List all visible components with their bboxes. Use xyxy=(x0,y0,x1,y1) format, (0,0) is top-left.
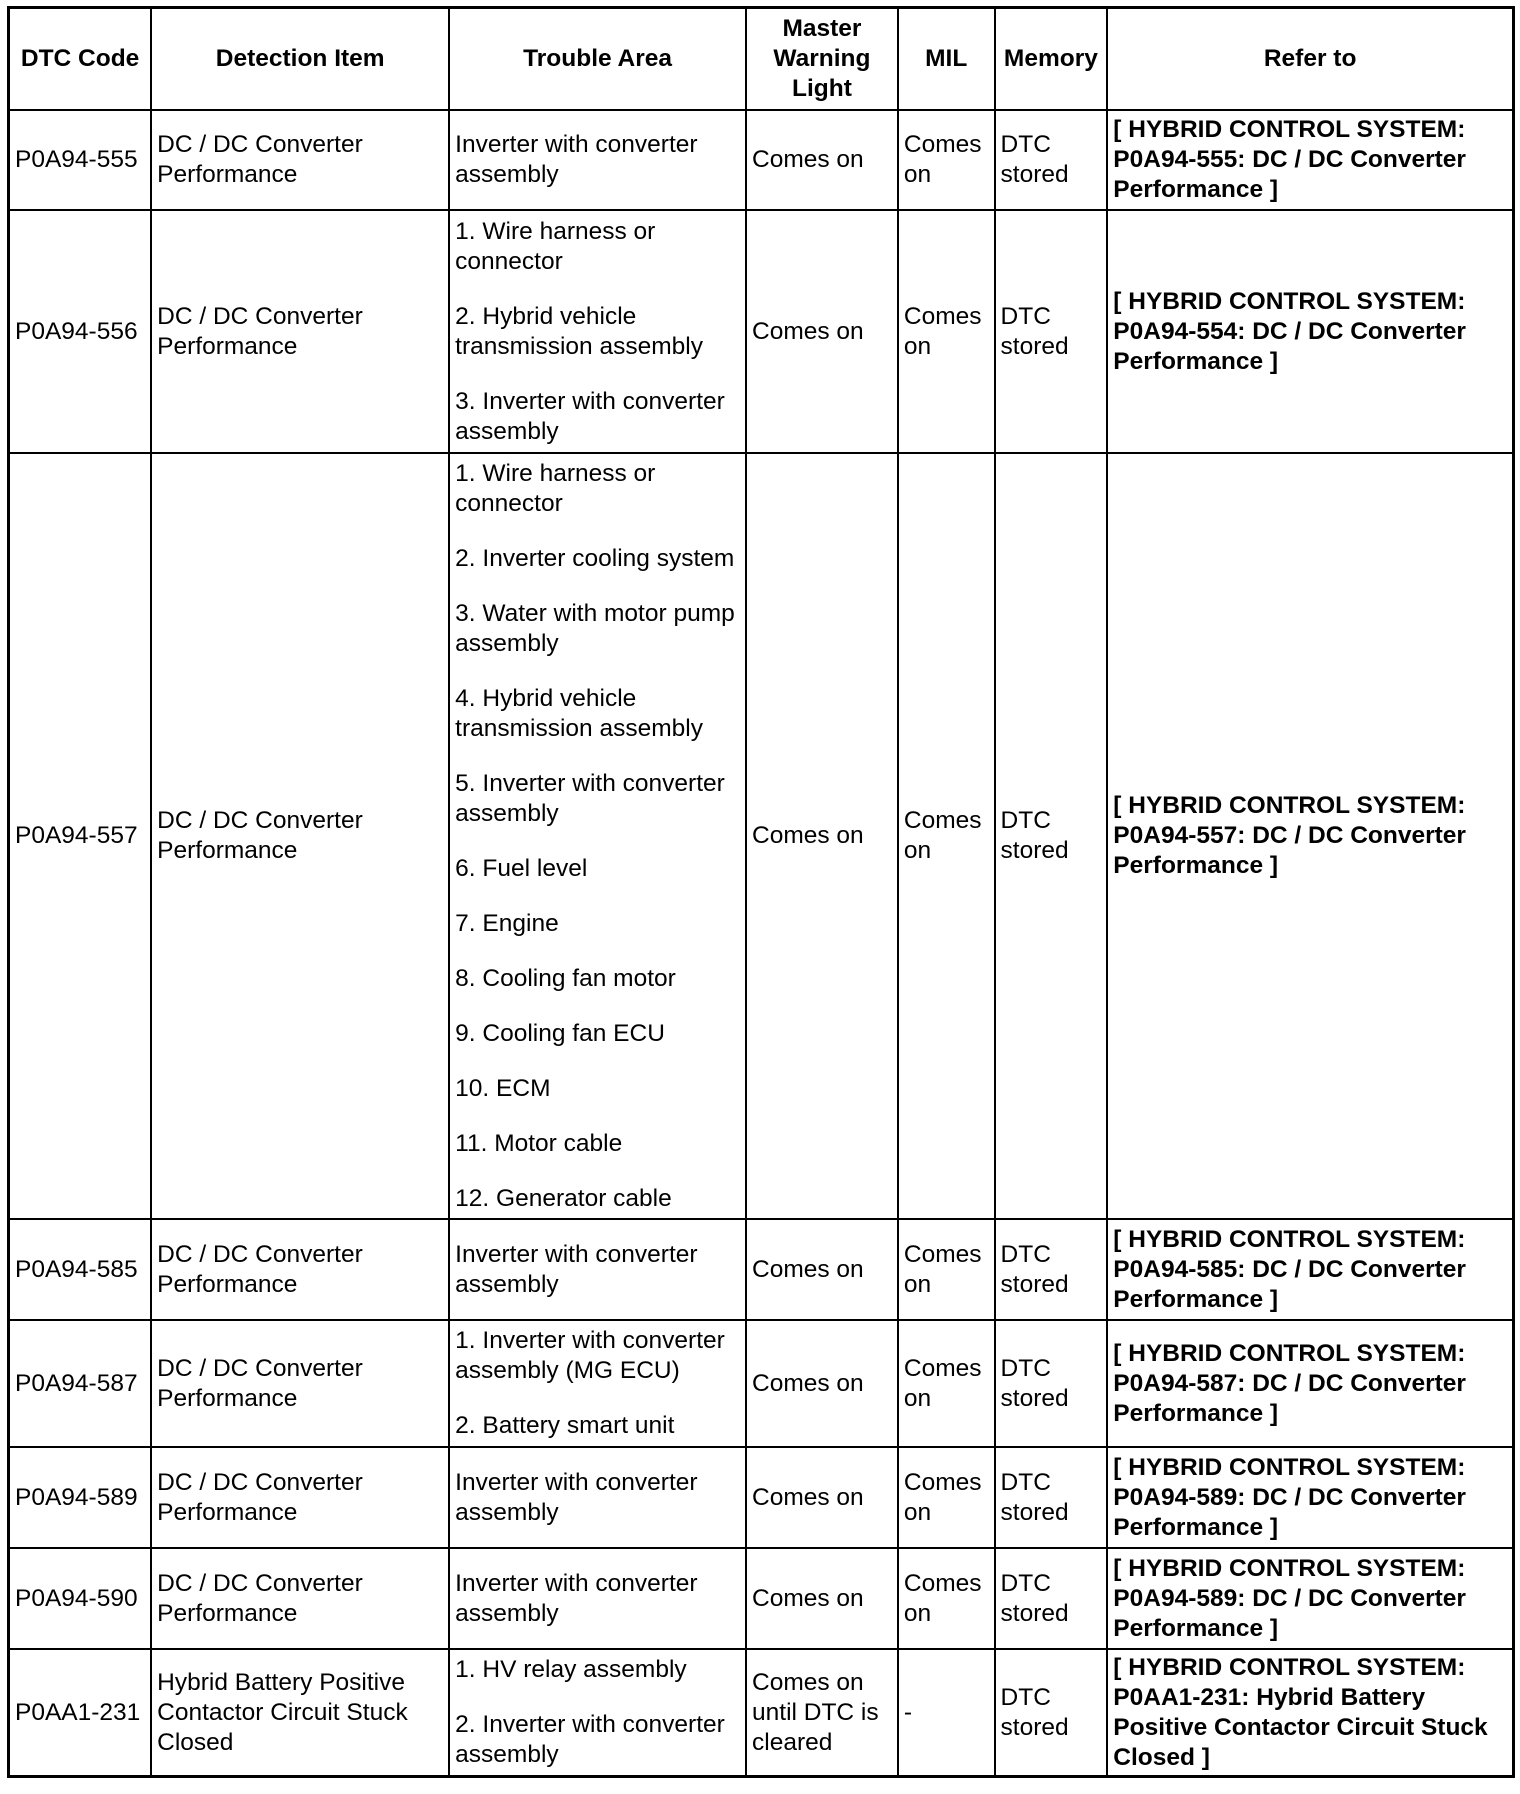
detection-item-cell: DC / DC Converter Performance xyxy=(151,1219,449,1320)
header-trouble-area: Trouble Area xyxy=(449,8,746,111)
trouble-area-cell xyxy=(449,210,746,453)
dtc-table-page xyxy=(7,6,1515,1778)
master-warning-cell: Comes on xyxy=(746,110,898,210)
memory-cell: DTC stored xyxy=(995,210,1108,453)
refer-to-cell: [ HYBRID CONTROL SYSTEM: P0A94-589: DC / DC Converter Performance ] xyxy=(1107,1548,1513,1649)
trouble-area-item: 1. Wire harness or connector xyxy=(455,217,656,275)
refer-to-cell: [ HYBRID CONTROL SYSTEM: P0A94-587: DC / DC Converter Performance ] xyxy=(1107,1320,1513,1447)
mil-cell: Comes on xyxy=(898,453,995,1219)
trouble-area-cell xyxy=(449,1649,746,1777)
refer-to-cell: [ HYBRID CONTROL SYSTEM: P0AA1-231: Hybrid Battery Positive Contactor Circuit Stuck Closed ] xyxy=(1107,1649,1513,1777)
mil-cell: Comes on xyxy=(898,110,995,210)
header-master-warning-light: Master Warning Light xyxy=(746,8,898,111)
trouble-area-item: Inverter with converter assembly xyxy=(455,1468,698,1526)
memory-cell: DTC stored xyxy=(995,1548,1108,1649)
refer-to-cell: [ HYBRID CONTROL SYSTEM: P0A94-555: DC / DC Converter Performance ] xyxy=(1107,110,1513,210)
detection-item-cell: DC / DC Converter Performance xyxy=(151,453,449,1219)
master-warning-cell: Comes on xyxy=(746,453,898,1219)
detection-item-cell: DC / DC Converter Performance xyxy=(151,1548,449,1649)
refer-to-cell: [ HYBRID CONTROL SYSTEM: P0A94-554: DC / DC Converter Performance ] xyxy=(1107,210,1513,453)
header-detection-item: Detection Item xyxy=(151,8,449,111)
memory-cell: DTC stored xyxy=(995,1219,1108,1320)
table-row xyxy=(9,110,1514,210)
mil-cell: Comes on xyxy=(898,1548,995,1649)
master-warning-cell: Comes on xyxy=(746,1447,898,1548)
trouble-area-item: 10. ECM xyxy=(455,1074,551,1102)
detection-item-cell: DC / DC Converter Performance xyxy=(151,110,449,210)
table-row xyxy=(9,1219,1514,1320)
master-warning-cell: Comes on until DTC is cleared xyxy=(746,1649,898,1777)
memory-cell: DTC stored xyxy=(995,110,1108,210)
trouble-area-item: 3. Water with motor pump assembly xyxy=(455,599,735,657)
table-row xyxy=(9,1320,1514,1447)
trouble-area-cell xyxy=(449,110,746,210)
mil-cell: Comes on xyxy=(898,210,995,453)
trouble-area-item: Inverter with converter assembly xyxy=(455,1569,698,1627)
memory-cell: DTC stored xyxy=(995,1320,1108,1447)
mil-cell: Comes on xyxy=(898,1320,995,1447)
header-mil: MIL xyxy=(898,8,995,111)
trouble-area-item: 3. Inverter with converter assembly xyxy=(455,387,725,445)
table-row xyxy=(9,1548,1514,1649)
header-row xyxy=(9,8,1514,111)
trouble-area-item: 9. Cooling fan ECU xyxy=(455,1019,665,1047)
mil-cell: Comes on xyxy=(898,1447,995,1548)
dtc-code-cell: P0A94-590 xyxy=(9,1548,152,1649)
dtc-code-cell: P0A94-587 xyxy=(9,1320,152,1447)
trouble-area-item: Inverter with converter assembly xyxy=(455,131,698,188)
trouble-area-item: 2. Inverter with converter assembly xyxy=(455,1711,725,1768)
dtc-code-cell: P0A94-585 xyxy=(9,1219,152,1320)
trouble-area-item: Inverter with converter assembly xyxy=(455,1240,698,1298)
dtc-code-cell: P0A94-557 xyxy=(9,453,152,1219)
trouble-area-item: 2. Hybrid vehicle transmission assembly xyxy=(455,302,703,360)
memory-cell: DTC stored xyxy=(995,1649,1108,1777)
trouble-area-cell xyxy=(449,1219,746,1320)
header-memory: Memory xyxy=(995,8,1108,111)
detection-item-cell: DC / DC Converter Performance xyxy=(151,1320,449,1447)
trouble-area-item: 1. HV relay assembly xyxy=(455,1656,687,1683)
trouble-area-item: 11. Motor cable xyxy=(455,1129,623,1157)
trouble-area-item: 5. Inverter with converter assembly xyxy=(455,769,725,827)
trouble-area-cell xyxy=(449,453,746,1219)
trouble-area-item: 2. Battery smart unit xyxy=(455,1412,675,1439)
trouble-area-item: 12. Generator cable xyxy=(455,1184,672,1212)
dtc-code-cell: P0AA1-231 xyxy=(9,1649,152,1777)
dtc-code-cell: P0A94-589 xyxy=(9,1447,152,1548)
header-refer-to: Refer to xyxy=(1107,8,1513,111)
table-row xyxy=(9,210,1514,453)
dtc-code-cell: P0A94-555 xyxy=(9,110,152,210)
mil-cell: - xyxy=(898,1649,995,1777)
trouble-area-item: 7. Engine xyxy=(455,909,559,937)
memory-cell: DTC stored xyxy=(995,1447,1108,1548)
trouble-area-cell xyxy=(449,1447,746,1548)
trouble-area-item: 1. Wire harness or connector xyxy=(455,459,656,517)
dtc-table xyxy=(7,6,1515,1778)
detection-item-cell: DC / DC Converter Performance xyxy=(151,210,449,453)
mil-cell: Comes on xyxy=(898,1219,995,1320)
table-row xyxy=(9,1649,1514,1777)
detection-item-cell: DC / DC Converter Performance xyxy=(151,1447,449,1548)
master-warning-cell: Comes on xyxy=(746,1548,898,1649)
table-row xyxy=(9,1447,1514,1548)
table-row xyxy=(9,453,1514,1219)
trouble-area-item: 4. Hybrid vehicle transmission assembly xyxy=(455,684,703,742)
dtc-code-cell: P0A94-556 xyxy=(9,210,152,453)
refer-to-cell: [ HYBRID CONTROL SYSTEM: P0A94-585: DC / DC Converter Performance ] xyxy=(1107,1219,1513,1320)
refer-to-cell: [ HYBRID CONTROL SYSTEM: P0A94-589: DC / DC Converter Performance ] xyxy=(1107,1447,1513,1548)
refer-to-cell: [ HYBRID CONTROL SYSTEM: P0A94-557: DC / DC Converter Performance ] xyxy=(1107,453,1513,1219)
master-warning-cell: Comes on xyxy=(746,1219,898,1320)
memory-cell: DTC stored xyxy=(995,453,1108,1219)
trouble-area-item: 2. Inverter cooling system xyxy=(455,544,735,572)
master-warning-cell: Comes on xyxy=(746,210,898,453)
trouble-area-item: 1. Inverter with converter assembly (MG ECU) xyxy=(455,1327,725,1384)
header-dtc-code: DTC Code xyxy=(9,8,152,111)
detection-item-cell: Hybrid Battery Positive Contactor Circuit Stuck Closed xyxy=(151,1649,449,1777)
trouble-area-cell xyxy=(449,1548,746,1649)
master-warning-cell: Comes on xyxy=(746,1320,898,1447)
trouble-area-item: 6. Fuel level xyxy=(455,854,588,882)
trouble-area-cell xyxy=(449,1320,746,1447)
trouble-area-item: 8. Cooling fan motor xyxy=(455,964,676,992)
